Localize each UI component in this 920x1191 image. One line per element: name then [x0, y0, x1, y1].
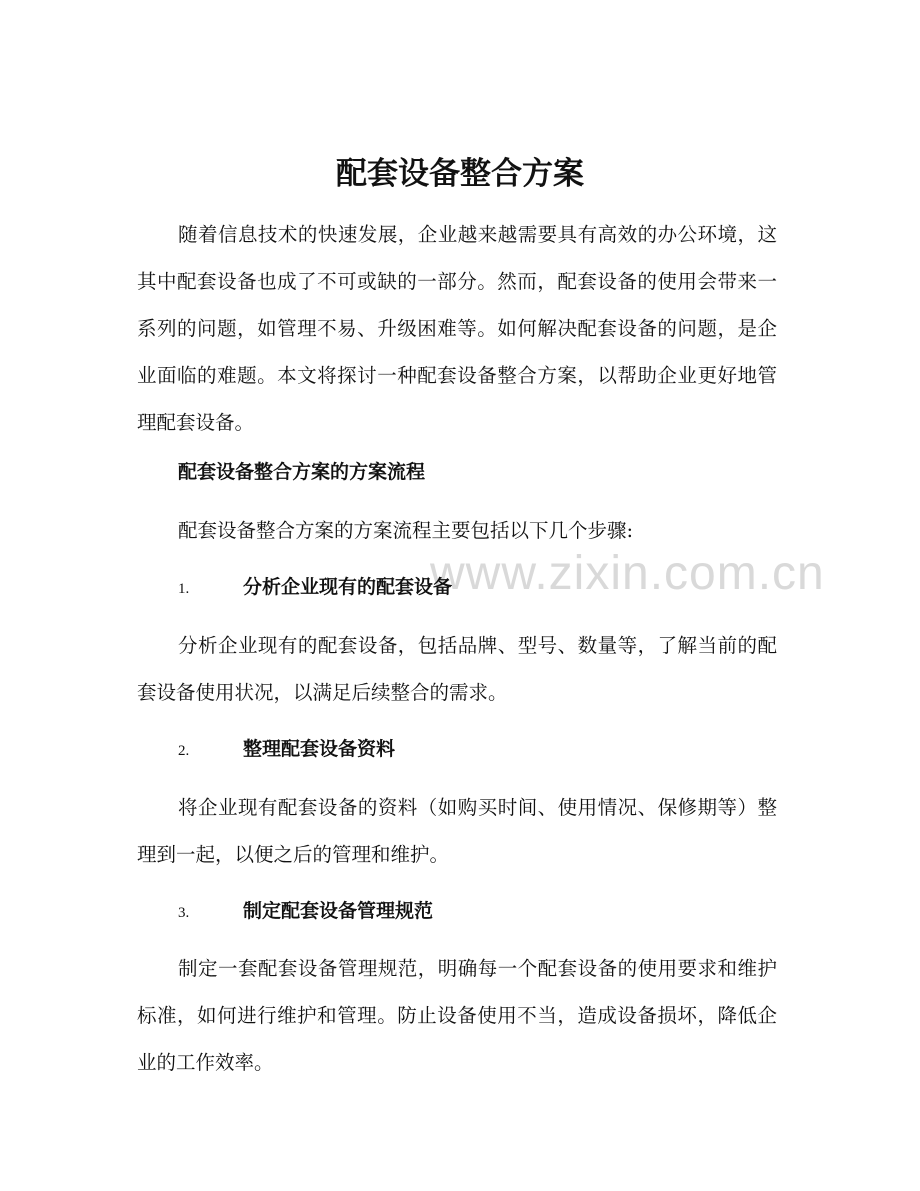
step-body-3: 制定一套配套设备管理规范，明确每一个配套设备的使用要求和维护标准，如何进行维护和管理。防止设备使用不当，造成设备损坏，降低企业的工作效率。 — [137, 957, 777, 1074]
step-title: 分析企业现有的配套设备 — [243, 576, 453, 598]
section-intro-paragraph: 配套设备整合方案的方案流程主要包括以下几个步骤: — [178, 519, 634, 542]
intro-paragraph: 随着信息技术的快速发展，企业越来越需要具有高效的办公环境，这其中配套设备也成了不可或缺的一部分。然而，配套设备的使用会带来一系列的问题，如管理不易、升级困难等。如何解决配套设备的问题，是企业面临的难题。本文将探讨一种配套设备整合方案，以帮助企业更好地管理配套设备。 — [137, 223, 777, 434]
step-number: 2. — [178, 743, 190, 759]
step-heading-2 — [178, 733, 395, 767]
step-number: 1. — [178, 581, 190, 597]
section-heading: 配套设备整合方案的方案流程 — [178, 461, 426, 483]
step-body-2: 将企业现有配套设备的资料（如购买时间、使用情况、保修期等）整理到一起，以便之后的管理和维护。 — [137, 796, 777, 866]
watermark: www.zixin.com.cn — [430, 547, 825, 600]
step-number: 3. — [178, 905, 190, 921]
step-heading-1 — [178, 571, 452, 605]
step-body-1: 分析企业现有的配套设备，包括品牌、型号、数量等，了解当前的配套设备使用状况，以满足后续整合的需求。 — [137, 634, 777, 704]
step-title: 制定配套设备管理规范 — [243, 900, 434, 922]
document-title: 配套设备整合方案 — [336, 156, 584, 192]
step-heading-3 — [178, 895, 433, 929]
step-title: 整理配套设备资料 — [243, 738, 396, 760]
